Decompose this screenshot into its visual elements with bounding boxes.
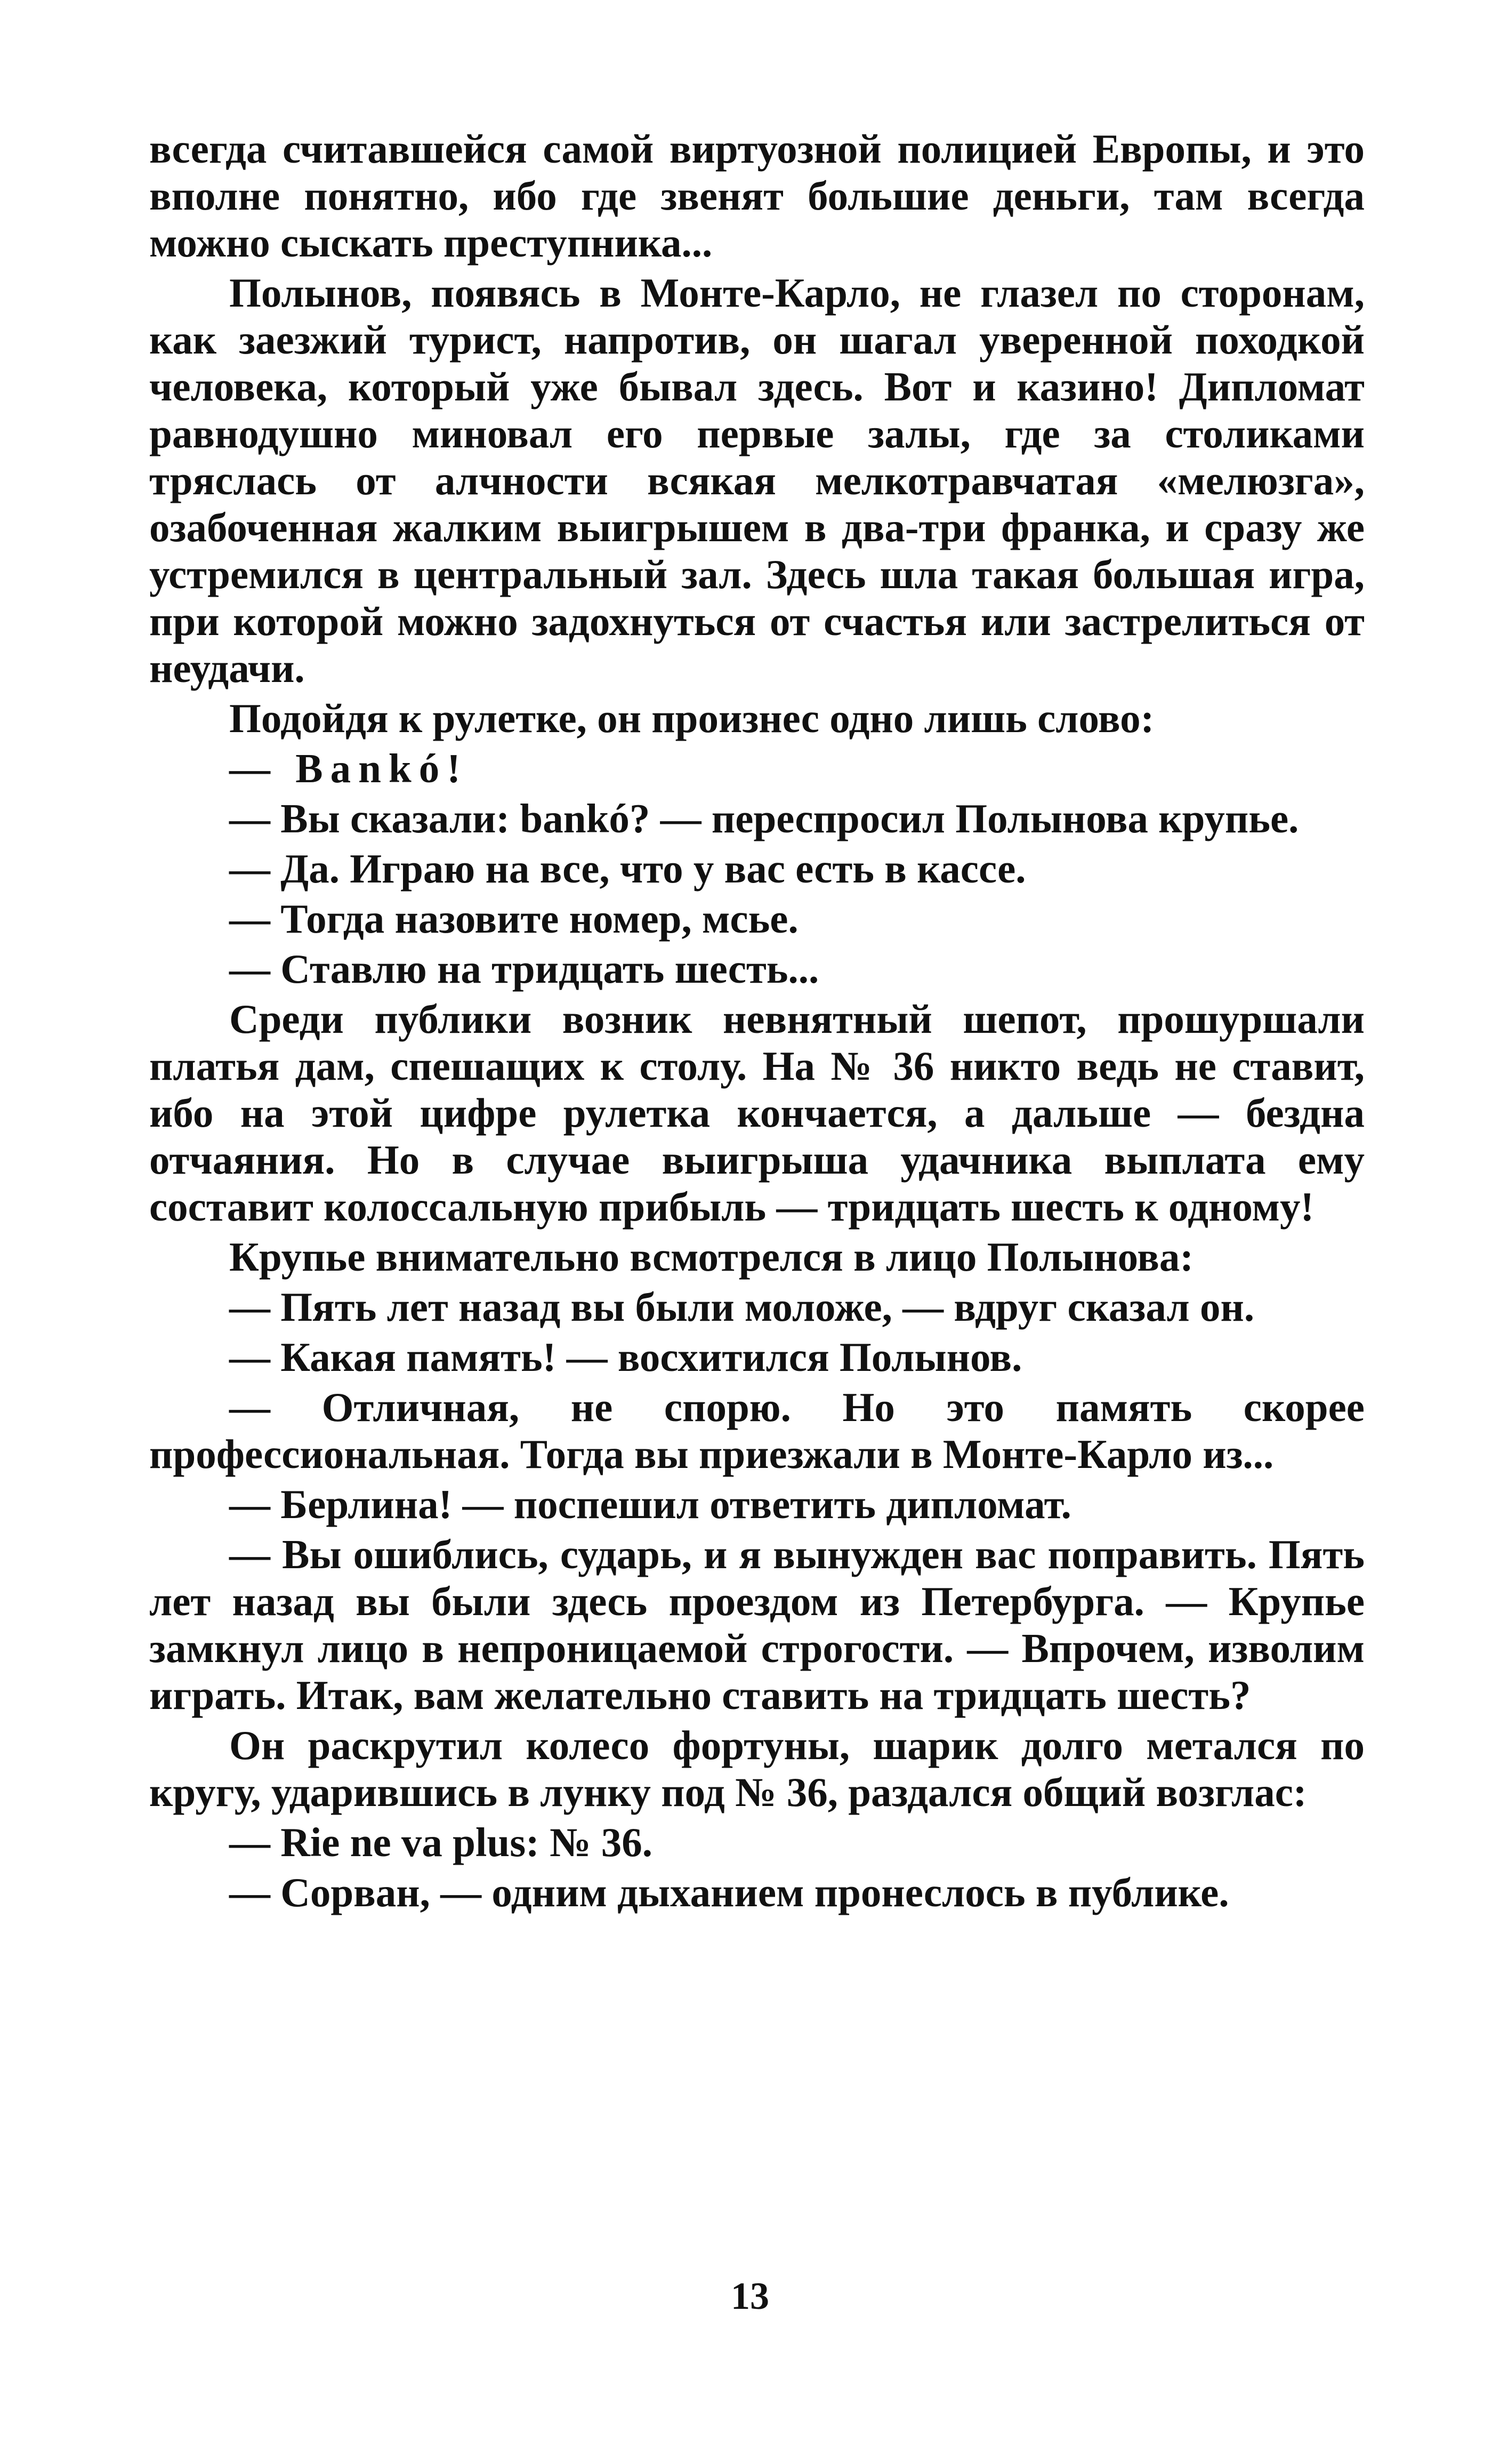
paragraph: Подойдя к рулетке, он произнес одно лишь слово: — [229, 695, 1155, 741]
paragraph: — Вы сказали: bankó? — переспросил Полынова крупье. — [229, 796, 1299, 841]
paragraph: Он раскрутил колесо фортуны, шарик долго метался по кругу, ударившись в лунку под № 36, раздался общий возглас: — [149, 1722, 1365, 1815]
paragraph: — Какая память! — восхитился Полынов. — [229, 1334, 1022, 1380]
paragraph: — Пять лет назад вы были моложе, — вдруг сказал он. — [229, 1284, 1255, 1330]
paragraph: — Сорван, — одним дыханием пронеслось в публике. — [229, 1869, 1229, 1915]
paragraph: — Bankó! — [229, 745, 468, 791]
paragraph: — Вы ошиблись, сударь, и я вынужден вас поправить. Пять лет назад вы были здесь проездом из Петербурга. — Крупье замкнул лицо в непроницаемой строгости. — Впрочем, изволим играть. Итак, вам желательно ставить на тридцать шесть? — [149, 1531, 1365, 1718]
paragraph: Крупье внимательно всмотрелся в лицо Полынова: — [229, 1234, 1193, 1280]
page-number: 13 — [731, 2275, 769, 2317]
page-text — [149, 125, 1365, 1919]
paragraph: — Да. Играю на все, что у вас есть в кассе. — [229, 846, 1026, 892]
paragraph: — Берлина! — поспешил ответить дипломат. — [229, 1481, 1071, 1527]
paragraph: — Rie ne va plus: № 36. — [229, 1819, 652, 1865]
paragraph: Полынов, появясь в Монте-Карло, не глазел по сторонам, как заезжий турист, напротив, он шагал уверенной походкой человека, который уже бывал здесь. Вот и казино! Дипломат равнодушно миновал его первые залы, где за столиками тряслась от алчности всякая мелкотравчатая «мелюзга», озабоченная жалким выигрышем в два-три франка, и сразу же устремился в центральный зал. Здесь шла такая большая игра, при которой можно задохнуться от счастья или застрелиться от неудачи. — [149, 270, 1365, 691]
paragraph: — Тогда назовите номер, мсье. — [229, 896, 799, 942]
paragraph: — Отличная, не спорю. Но это память скорее профессиональная. Тогда вы приезжали в Монте-Карло из... — [149, 1384, 1365, 1477]
paragraph: — Ставлю на тридцать шесть... — [229, 946, 819, 992]
paragraph: Среди публики возник невнятный шепот, прошуршали платья дам, спешащих к столу. На № 36 никто ведь не ставит, ибо на этой цифре рулетка кончается, а дальше — бездна отчаяния. Но в случае выигрыша удачника выплата ему составит колоссальную прибыль — тридцать шесть к одному! — [149, 996, 1365, 1230]
paragraph: всегда считавшейся самой виртуозной полицией Европы, и это вполне понятно, ибо где звенят большие деньги, там всегда можно сыскать преступника... — [149, 126, 1365, 266]
